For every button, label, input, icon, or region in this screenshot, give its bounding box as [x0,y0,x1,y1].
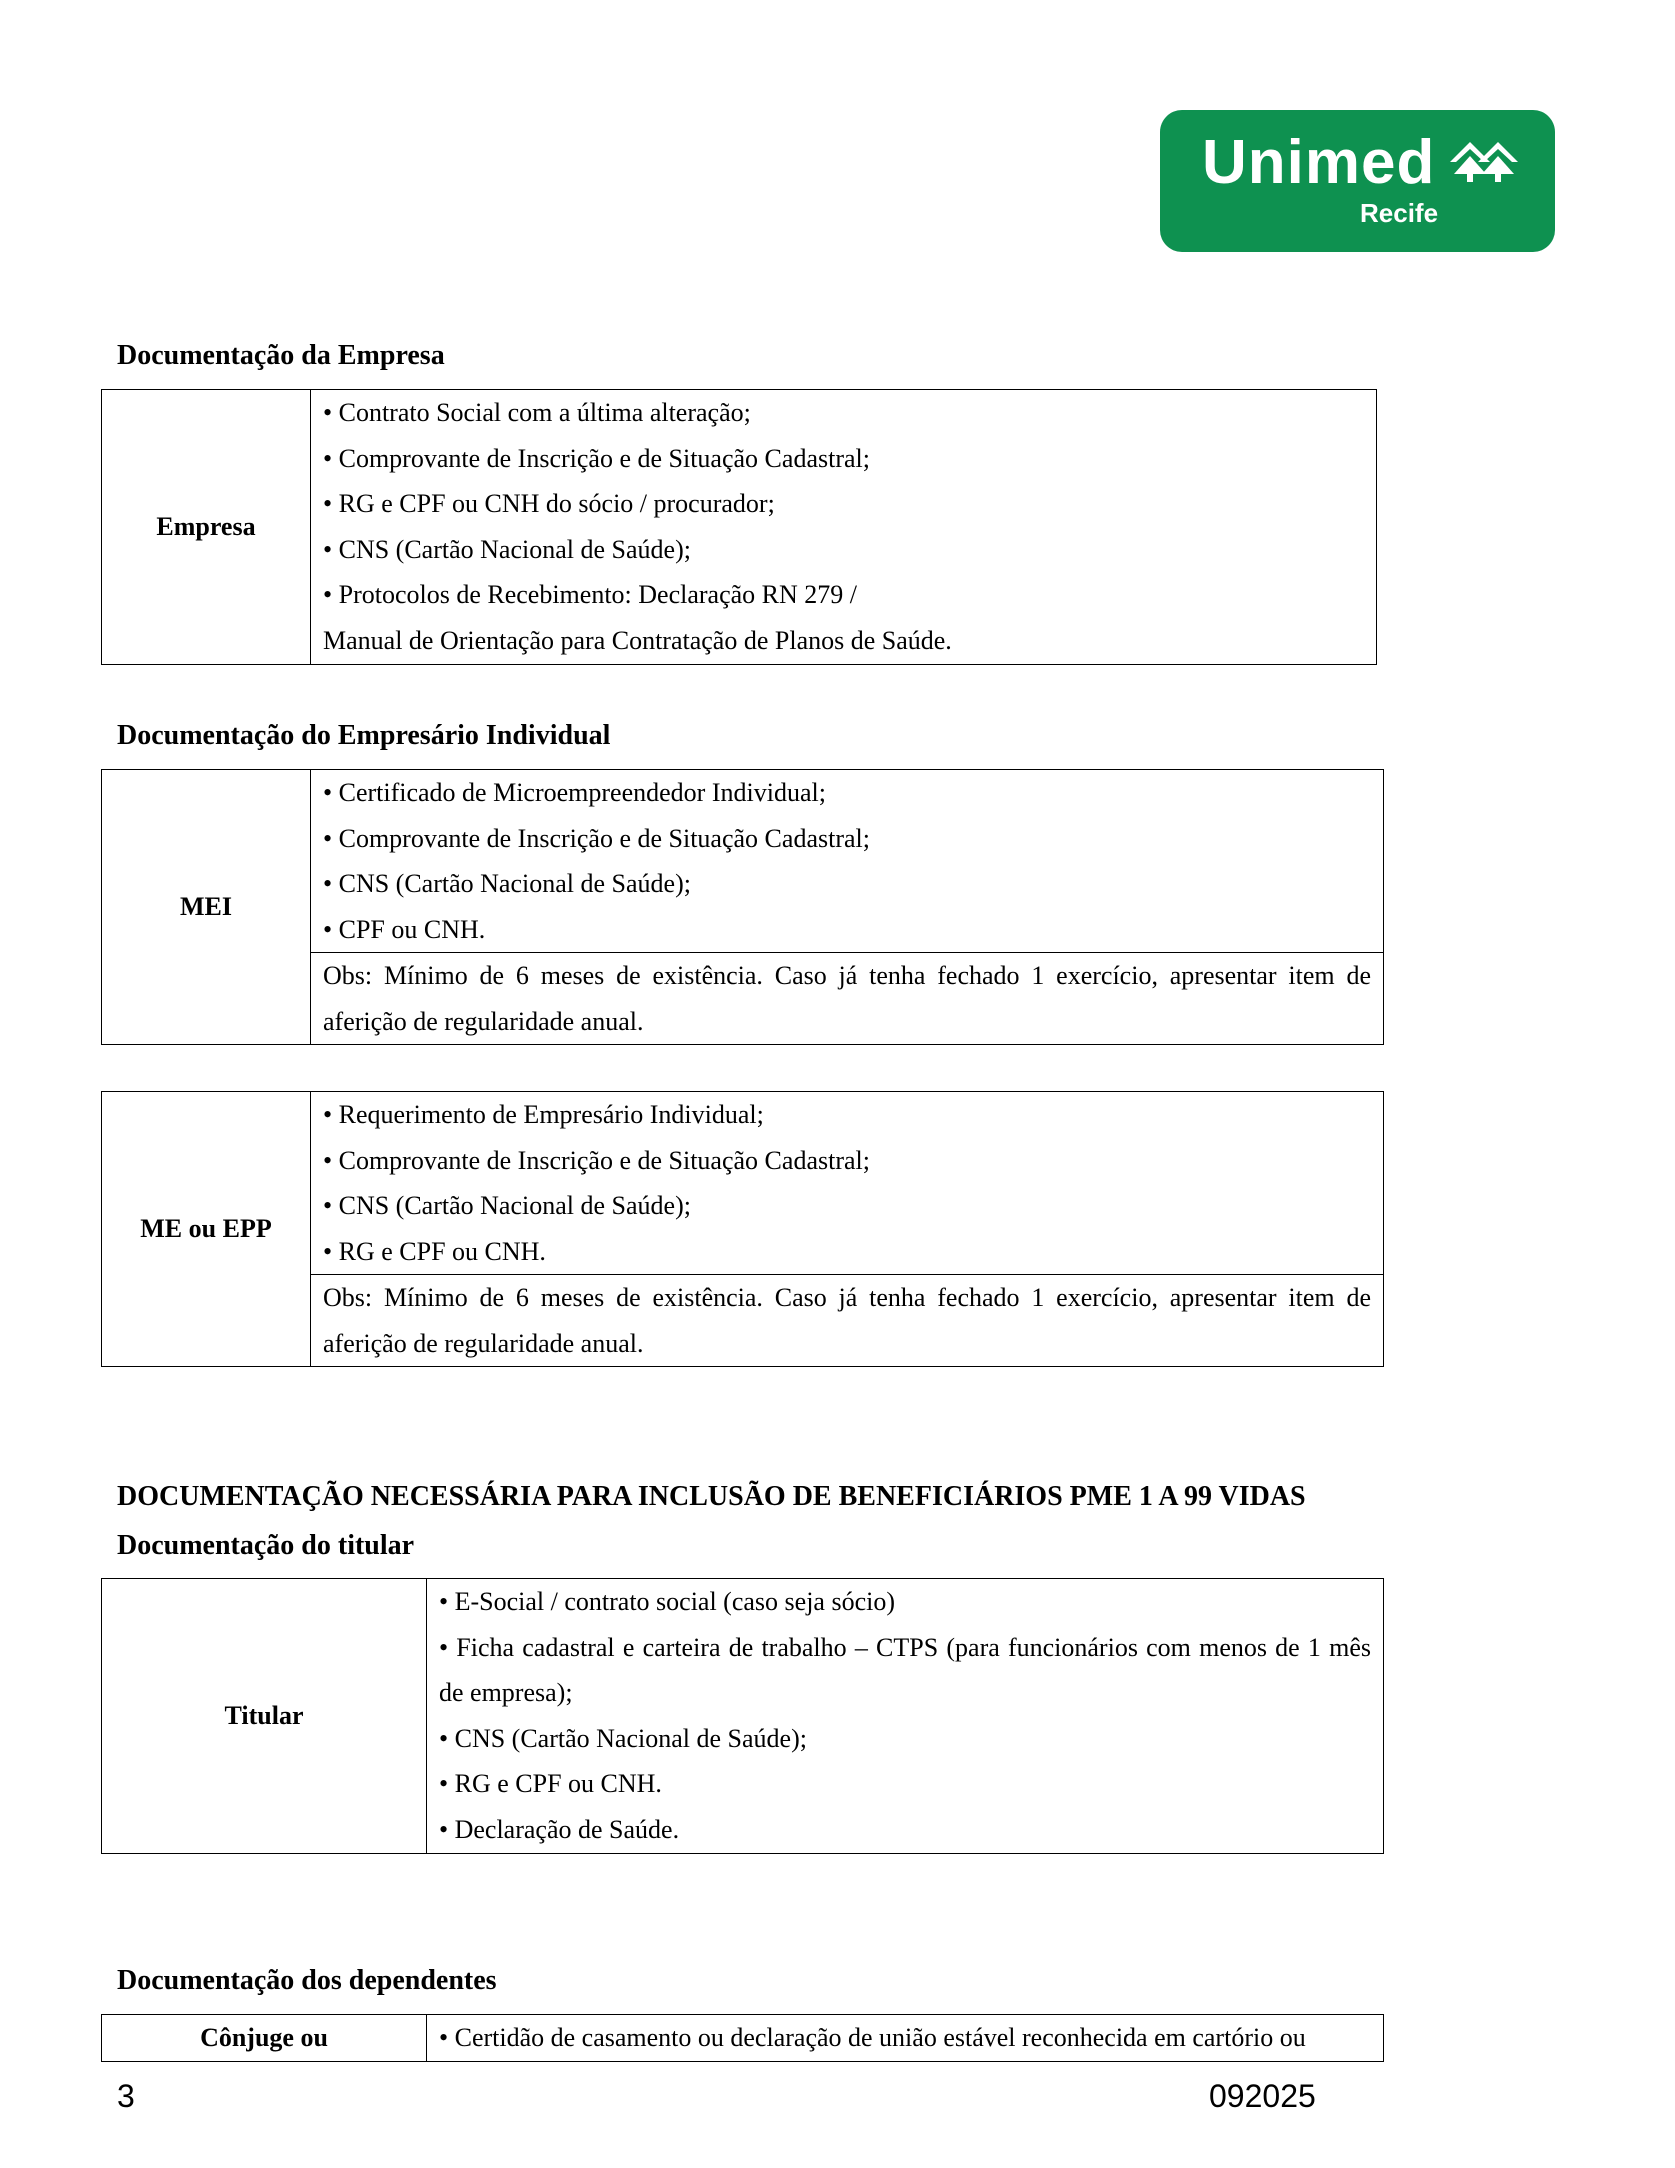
unimed-recife-logo [1160,110,1555,252]
dependents-docs-heading: Documentação dos dependentes [117,1965,497,1996]
list-item: • CNS (Cartão Nacional de Saúde); [323,534,691,564]
holder-docs-table [101,1578,1384,1854]
list-item: • CNS (Cartão Nacional de Saúde); [323,869,691,898]
list-item: • Comprovante de Inscrição e de Situação Cadastral; [323,1145,870,1175]
mei-docs-table [101,769,1384,1045]
page-number: 3 [117,2078,135,2114]
inclusion-docs-title: DOCUMENTAÇÃO NECESSÁRIA PARA INCLUSÃO DE BENEFICIÁRIOS PME 1 A 99 VIDAS [117,1481,1306,1512]
dependents-docs-list [427,2015,1384,2062]
me-epp-docs-table [101,1091,1384,1367]
spouse-label: Cônjuge ou [102,2015,427,2062]
list-item: • CPF ou CNH. [323,914,486,944]
company-docs-list [311,390,1377,665]
list-item: • Requerimento de Empresário Individual; [323,1100,764,1129]
me-epp-label: ME ou EPP [102,1092,311,1367]
company-label: Empresa [102,390,311,665]
company-docs-table [101,389,1377,665]
mei-label: MEI [102,770,311,1045]
list-item: • Comprovante de Inscrição e de Situação Cadastral; [323,823,870,853]
list-item: • RG e CPF ou CNH do sócio / procurador; [323,489,775,518]
holder-docs-list [427,1579,1384,1854]
list-item: • RG e CPF ou CNH. [323,1236,546,1266]
document-code: 092025 [1209,2078,1316,2114]
list-item: • Ficha cadastral e carteira de trabalho – CTPS (para funcionários com menos de 1 mês de empresa); [439,1632,1371,1707]
list-item: • Declaração de Saúde. [439,1814,680,1844]
list-item: • Protocolos de Recebimento: Declaração RN 279 / [323,580,858,609]
list-item: • Comprovante de Inscrição e de Situação Cadastral; [323,443,870,473]
company-docs-heading: Documentação da Empresa [117,340,445,371]
me-epp-obs-note: Obs: Mínimo de 6 meses de existência. Caso já tenha fechado 1 exercício, apresentar item de aferição de regularidade anual. [311,1275,1384,1367]
me-epp-docs-list [311,1092,1384,1275]
dependents-docs-table [101,2014,1384,2062]
unimed-tree-icon [1450,142,1518,182]
individual-docs-heading: Documentação do Empresário Individual [117,720,611,751]
list-item: • Certificado de Microempreendedor Individual; [323,778,826,807]
list-item: • Certidão de casamento ou declaração de união estável reconhecida em cartório ou [439,2023,1306,2052]
list-item: Manual de Orientação para Contratação de Planos de Saúde. [323,625,952,655]
list-item: • Contrato Social com a última alteração; [323,398,751,427]
mei-obs-note: Obs: Mínimo de 6 meses de existência. Caso já tenha fechado 1 exercício, apresentar item de aferição de regularidade anual. [311,953,1384,1045]
list-item: • CNS (Cartão Nacional de Saúde); [439,1723,807,1753]
list-item: • E-Social / contrato social (caso seja sócio) [439,1587,896,1616]
list-item: • RG e CPF ou CNH. [439,1769,662,1798]
logo-subtitle: Recife [1360,198,1439,228]
mei-docs-list [311,770,1384,953]
holder-label: Titular [102,1579,427,1854]
holder-docs-heading: Documentação do titular [117,1530,415,1561]
logo-wordmark: Unimed [1202,128,1436,197]
list-item: • CNS (Cartão Nacional de Saúde); [323,1191,691,1220]
